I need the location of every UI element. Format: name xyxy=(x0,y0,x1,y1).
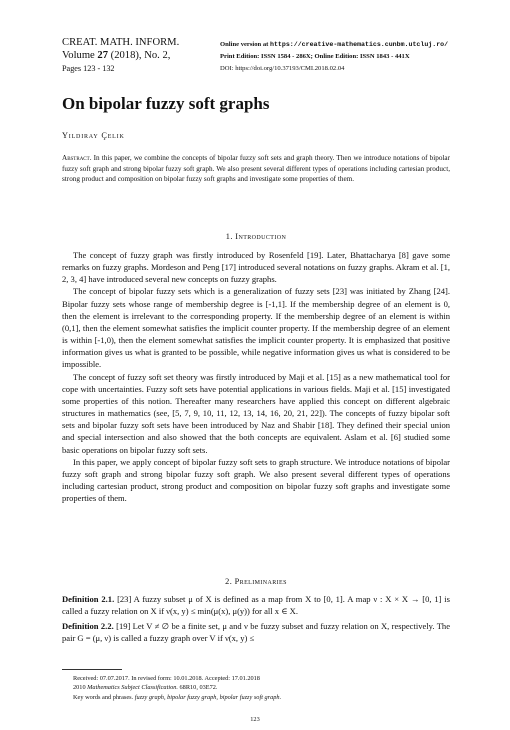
page-number: 123 xyxy=(250,716,260,723)
online-version-line: Online version at https://creative-mathematics.cunbm.utcluj.ro/ xyxy=(220,41,449,48)
journal-name: CREAT. MATH. INFORM. xyxy=(62,37,180,48)
footnote-divider xyxy=(62,669,122,670)
edition-info xyxy=(220,39,448,75)
doi-link[interactable]: DOI: https://doi.org/10.37193/CMI.2018.02.04 xyxy=(220,65,345,72)
journal-header xyxy=(62,36,179,75)
definition-2-1 xyxy=(62,593,450,617)
journal-volume: Volume 27 (2018), No. 2, xyxy=(62,50,171,61)
definition-text: [23] A fuzzy subset μ of X is defined as a map from X to [0, 1]. A map ν : X × X → [0, 1] is called a fuzzy relation on X if ν(x, y) ≤ min(μ(x), μ(y)) for all x ∈ X. xyxy=(62,594,450,617)
definition-label: Definition 2.1. xyxy=(62,594,115,604)
section-heading-preliminaries: 2. Preliminaries xyxy=(225,577,287,586)
section-heading-introduction: 1. Introduction xyxy=(225,232,287,241)
journal-pages: Pages 123 - 132 xyxy=(62,64,115,73)
online-url-link[interactable]: https://creative-mathematics.cunbm.utcluj.ro/ xyxy=(270,41,449,48)
paragraph: The concept of bipolar fuzzy sets which is a generalization of fuzzy sets [23] was initiated by Zhang [24]. Bipolar fuzzy sets whose range of membership degree is [-1,1]. If the membership degree of an element is 0, then the element is irrelevant to the corresponding property. If the membership degree of an element is within (0,1], then the element somewhat satisfies the implicit counter property. If the membership degree of an element is within [-1,0), then the element somewhat satisfies the implicit counter property. It is emphasized that positive information gives us what is granted to be possible, while negative information gives us what is considered to be impossible. xyxy=(62,286,450,370)
definition-label: Definition 2.2. xyxy=(62,621,114,632)
abstract-label: Abstract. xyxy=(62,154,92,162)
abstract-text: In this paper, we combine the concepts of bipolar fuzzy soft sets and graph theory. Then we introduce notations of bipolar fuzzy soft graph and strong bipolar fuzzy soft graph. We also present several different types of operations including cartesian product, strong product and composition on bipolar fuzzy soft graphs and investigate some properties of them. xyxy=(62,154,451,184)
definition-text: [19] Let V ≠ ∅ be a finite set, μ and ν be fuzzy subset and fuzzy relation on X, respectively. The pair G = (μ, ν) is called a fuzzy graph over V if ν(x, y) ≤ xyxy=(62,621,451,644)
paragraph: In this paper, we apply concept of bipolar fuzzy soft sets to graph structure. We introduce notations of bipolar fuzzy soft graph and strong bipolar fuzzy soft graph. We also present several different types of operations including cartesian product, strong product and composition on bipolar fuzzy soft graphs and investigate some properties of them. xyxy=(62,456,450,504)
paper-author: Yıldıray Çelik xyxy=(62,131,125,140)
received-dates: Received: 07.07.2017. In revised form: 10.01.2018. Accepted: 17.01.2018 xyxy=(73,675,260,682)
abstract xyxy=(62,153,450,185)
preliminaries-body xyxy=(62,593,450,645)
footnotes xyxy=(73,674,281,702)
definition-2-2 xyxy=(62,620,450,644)
paragraph: The concept of fuzzy soft set theory was firstly introduced by Maji et al. [15] as a new mathematical tool for cope with uncertainties. Fuzzy soft sets have potential applications in various fields. Maji et al. [15] investigated some properties of this notion. Thereafter many researchers have applied this concept on different algebraic structures in mathematics (see, [5, 7, 9, 10, 11, 12, 13, 14, 16, 20, 21, 22]). The concepts of fuzzy bipolar soft sets and bipolar fuzzy soft sets have been introduced by Naz and Shabir [18]. They defined their special union and special intersection and also showed that the both concepts are equivalent. Aslam et al. [6] studied some basic operations on bipolar fuzzy soft sets. xyxy=(62,371,450,455)
keywords: Key words and phrases. fuzzy graph, bipolar fuzzy graph, bipolar fuzzy soft graph. xyxy=(73,693,282,701)
issn-line: Print Edition: ISSN 1584 - 286X; Online Edition: ISSN 1843 - 441X xyxy=(220,53,410,60)
introduction-body xyxy=(62,249,450,504)
msc-classification: 2010 Mathematics Subject Classification. 68R10, 03E72. xyxy=(73,684,218,692)
paragraph: The concept of fuzzy graph was firstly introduced by Rosenfeld [19]. Later, Bhattacharya [8] gave some remarks on fuzzy graphs. Mordeson and Peng [17] introduced several notations on fuzzy graphs. Akram et al. [1, 2, 3, 4] have introduced several new concepts on fuzzy graphs. xyxy=(62,250,450,285)
paper-title: On bipolar fuzzy soft graphs xyxy=(62,94,270,113)
